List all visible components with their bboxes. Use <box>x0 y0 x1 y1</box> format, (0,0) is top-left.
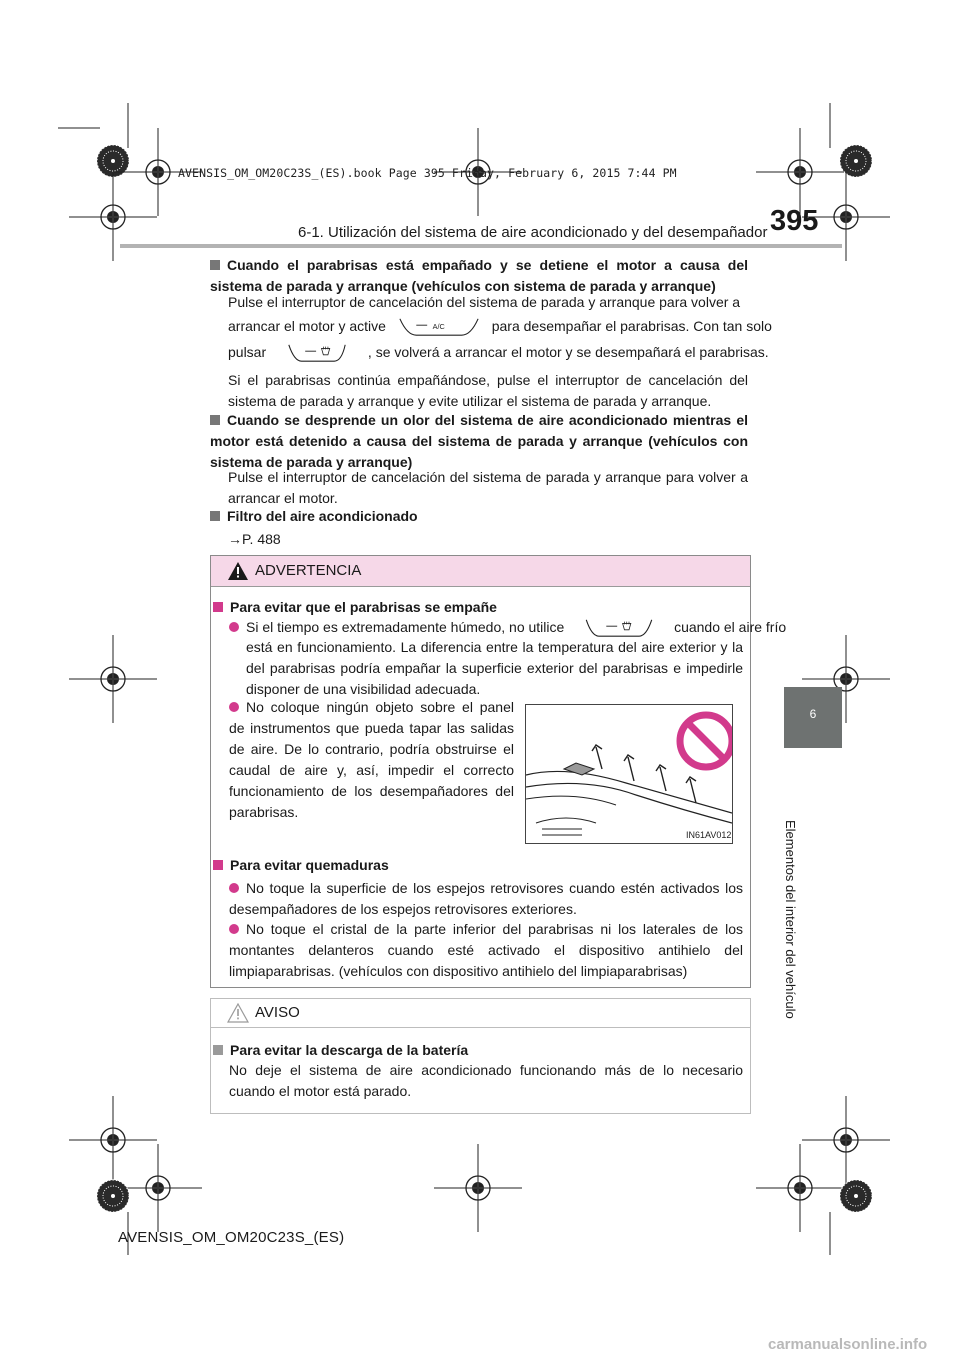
square-bullet-icon <box>210 260 220 270</box>
warning-bullet-4: No toque el cristal de la parte inferior del parabrisas ni los laterales de los montantes delanteros cuando esté activado el dispositivo antihielo del limpiaparabrisas. (vehículos con dispositivo antihielo del limpiaparabrisas) <box>229 921 743 979</box>
item-1-heading: Cuando el parabrisas está empañado y se detiene el motor a causa del sistema de parada y arranque (vehículos con sistema de parada y arranque) <box>210 257 748 294</box>
item-1-line-c: pulsar , se volverá a arrancar el motor y se desempañará el parabrisas. <box>228 342 748 363</box>
square-bullet-icon <box>213 1045 223 1055</box>
item-1-paragraph-2: Si el parabrisas continúa empañándose, pulse el interruptor de cancelación del sistema de parada y arranque y evite utilizar el sistema de parada y arranque. <box>228 372 748 409</box>
item-3-page-ref[interactable]: →P. 488 <box>228 531 281 547</box>
square-bullet-icon <box>210 415 220 425</box>
prohibited-icon <box>680 715 732 767</box>
item-3-heading: Filtro del aire acondicionado <box>210 506 748 527</box>
defroster-button-icon <box>274 343 360 363</box>
round-bullet-icon <box>229 924 239 934</box>
warning-header <box>211 556 750 587</box>
section-title: 6-1. Utilización del sistema de aire acondicionado y del desempañador <box>298 224 768 241</box>
warning-sub1-heading: Para evitar que el parabrisas se empañe <box>213 597 743 618</box>
warning-bullet-2: No coloque ningún objeto sobre el panel de instrumentos que pueda tapar las salidas de aire. De lo contrario, podría obstruirse el caudal de aire y, así, impedir el correcto funcionamiento de los desempañadores del parabrisas. <box>229 699 514 820</box>
chapter-tab-number: 6 <box>809 707 817 721</box>
square-bullet-icon <box>210 511 220 521</box>
square-bullet-icon <box>213 860 223 870</box>
square-bullet-icon <box>213 602 223 612</box>
round-bullet-icon <box>229 883 239 893</box>
round-bullet-icon <box>229 622 239 632</box>
notice-body: No deje el sistema de aire acondicionado funcionando más de lo necesario cuando el motor está parado. <box>229 1062 743 1099</box>
notice-header <box>211 999 750 1028</box>
ac-button-icon <box>396 317 482 337</box>
chapter-tab-label: Elementos del interior del vehículo <box>783 820 798 1019</box>
defroster-button-icon <box>576 618 662 638</box>
notice-triangle-icon <box>227 1003 249 1023</box>
footer-code: AVENSIS_OM_OM20C23S_(ES) <box>118 1229 345 1246</box>
notice-heading: Para evitar la descarga de la batería <box>213 1040 743 1061</box>
notice-title: AVISO <box>255 1004 300 1021</box>
item-2-heading: Cuando se desprende un olor del sistema de aire acondicionado mientras el motor está detenido a causa del sistema de parada y arranque (vehículos con sistema de parada y arranque) <box>210 412 748 470</box>
warning-title: ADVERTENCIA <box>255 562 362 579</box>
round-bullet-icon <box>229 702 239 712</box>
item-1-line-a: Pulse el interruptor de cancelación del sistema de parada y arranque para volver a <box>228 294 741 310</box>
page-number: 395 <box>770 205 819 237</box>
ac-button-label: A/C <box>432 322 445 332</box>
watermark: carmanualsonline.info <box>768 1336 928 1353</box>
warning-bullet-3: No toque la superficie de los espejos retrovisores cuando estén activados los desempañadores de los espejos retrovisores exteriores. <box>229 880 743 917</box>
warning-triangle-icon <box>227 561 249 581</box>
illustration-code: IN61AV012 <box>686 830 732 840</box>
item-1-line-b: arrancar el motor y active A/C para desempañar el parabrisas. Con tan solo <box>228 316 748 337</box>
warning-bullet-1-line-a: Si el tiempo es extremadamente húmedo, no utilice cuando el aire frío <box>229 617 743 638</box>
item-2-body: Pulse el interruptor de cancelación del sistema de parada y arranque para volver a arrancar el motor. <box>228 469 748 506</box>
dashboard-illustration <box>525 704 733 844</box>
warning-bullet-1-rest: está en funcionamiento. La diferencia entre la temperatura del aire exterior y la del parabrisas podría empañar la superficie exterior del parabrisas e impedirle disponer de una visibilidad adecuada. <box>246 639 743 697</box>
book-stamp: AVENSIS_OM_OM20C23S_(ES).book Page 395 Friday, February 6, 2015 7:44 PM <box>178 166 677 180</box>
header-rule <box>120 244 842 248</box>
warning-sub2-heading: Para evitar quemaduras <box>213 855 743 876</box>
windshield-airflow-drawing <box>526 705 732 843</box>
